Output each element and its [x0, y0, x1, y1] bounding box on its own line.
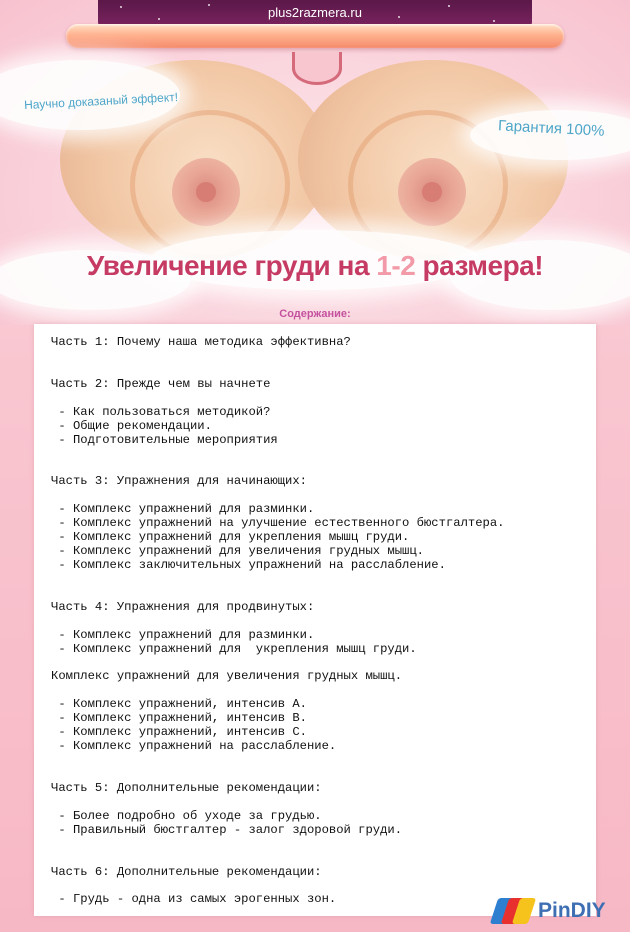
contents-heading: Содержание:: [279, 308, 351, 320]
toc-line: - Комплекс упражнений, интенсив В.: [51, 711, 307, 726]
table-of-contents: [34, 324, 596, 907]
watermark: [492, 894, 606, 928]
toc-spacer: [51, 796, 596, 810]
toc-line: - Как пользоваться методикой?: [51, 404, 271, 419]
toc-spacer: [51, 684, 596, 698]
toc-line: - Комплекс упражнений для укрепления мышц груди.: [51, 530, 410, 545]
contents-panel: [34, 324, 596, 916]
toc-line: Часть 2: Прежде чем вы начнете: [51, 376, 271, 391]
toc-line: Часть 3: Упражнения для начинающих:: [51, 474, 307, 489]
header-banner: [0, 0, 630, 325]
headline: Увеличение груди на 1-2 размера!: [86, 250, 544, 281]
toc-line: Часть 1: Почему наша методика эффективна?: [51, 335, 351, 349]
toc-line: - Комплекс упражнений, интенсив А.: [51, 697, 307, 712]
toc-line: Часть 6: Дополнительные рекомендации:: [51, 864, 322, 879]
toc-spacer: [51, 392, 596, 406]
toc-line: - Комплекс упражнений на расслабление.: [51, 739, 337, 754]
glossy-bar: [66, 24, 564, 48]
toc-spacer: [51, 489, 596, 503]
toc-line: - Правильный бюстгалтер - залог здоровой груди.: [51, 822, 403, 837]
toc-line: - Комплекс упражнений на улучшение естественного бюстгалтера.: [51, 516, 505, 531]
toc-spacer: [51, 615, 596, 629]
site-domain[interactable]: plus2razmera.ru: [268, 5, 362, 20]
toc-spacer: [51, 838, 596, 866]
toc-line: - Комплекс упражнений для разминки.: [51, 627, 315, 642]
toc-spacer: [51, 350, 596, 378]
toc-spacer: [51, 754, 596, 782]
toc-spacer: [51, 573, 596, 601]
toc-line: - Общие рекомендации.: [51, 418, 212, 433]
toc-spacer: [51, 879, 596, 893]
toc-line: - Комплекс упражнений для увеличения грудных мышц.: [51, 544, 424, 559]
toc-line: Комплекс упражнений для увеличения грудных мышц.: [51, 669, 403, 684]
toc-spacer: [51, 447, 596, 475]
watermark-text: PinDIY: [538, 899, 606, 922]
toc-line: - Комплекс упражнений для разминки.: [51, 502, 315, 517]
claim-guarantee: Гарантия 100%: [497, 117, 605, 140]
toc-spacer: [51, 656, 596, 670]
toc-line: Часть 4: Упражнения для продвинутых:: [51, 599, 315, 614]
toc-line: Часть 5: Дополнительные рекомендации:: [51, 780, 322, 795]
toc-line: - Комплекс заключительных упражнений на расслабление.: [51, 557, 446, 572]
toc-line: - Комплекс упражнений, интенсив С.: [51, 725, 307, 740]
claim-scientific: Научно доказаный эффект!: [23, 89, 179, 113]
toc-line: - Подготовительные мероприятия: [51, 432, 278, 447]
illustration-neckline: [292, 52, 342, 85]
pindiy-logo-icon: [492, 896, 534, 926]
toc-line: - Комплекс упражнений для укрепления мышц груди.: [51, 641, 417, 656]
toc-line: - Грудь - одна из самых эрогенных зон.: [51, 892, 337, 907]
toc-line: - Более подробно об уходе за грудью.: [51, 808, 322, 823]
